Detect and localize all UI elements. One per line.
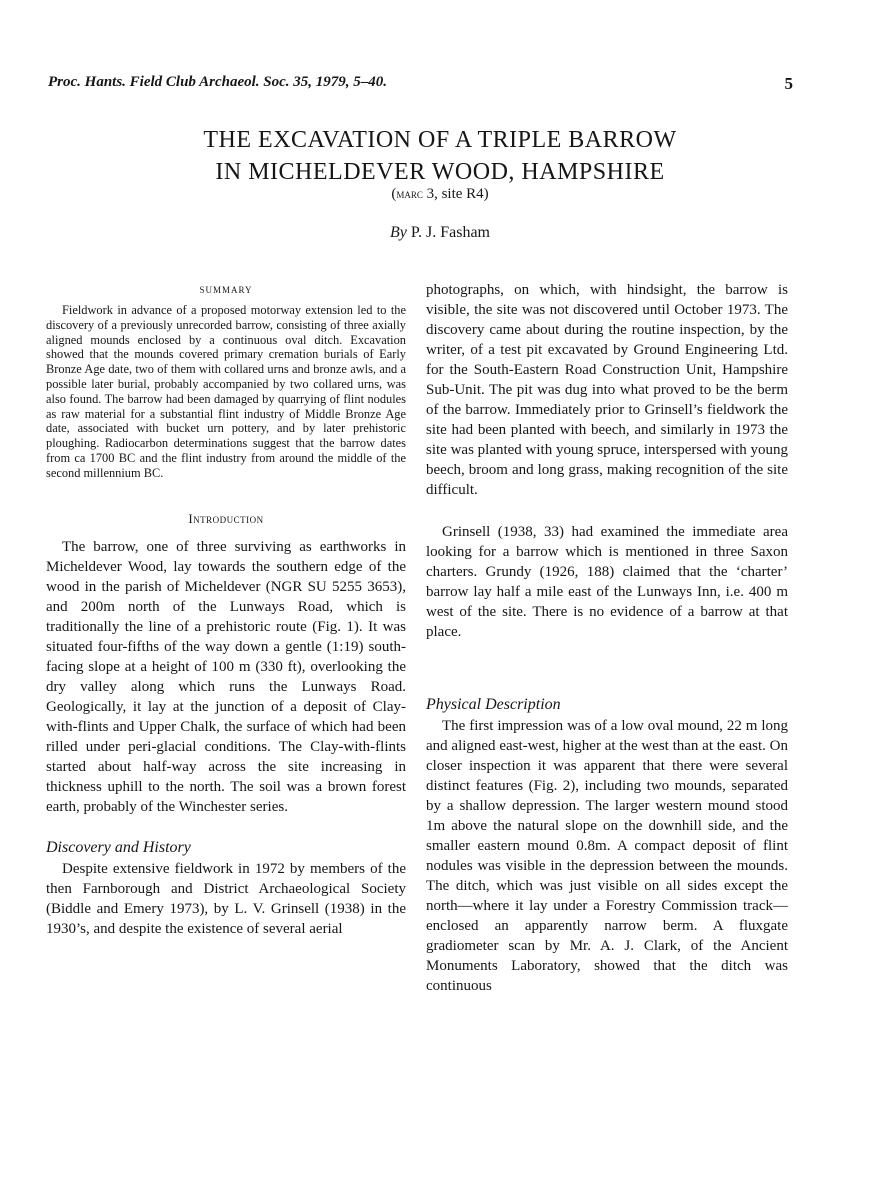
right-column <box>426 280 788 996</box>
summary-paragraph: Fieldwork in advance of a proposed motorway extension led to the discovery of a previously unrecorded barrow, consisting of three axially aligned mounds enclosed by a continuous oval ditch. Excavation showed that the mounds covered primary cremation burials of Early Bronze Age date, two of them with collared urns and bronze awls, and a possible later burial, probably accompanied by two collared urns, was also found. The barrow had been damaged by quarrying of flint nodules as raw material for a substantial flint industry of Middle Bronze Age date, associated with bucket urn pottery, and by later prehistoric ploughing. Radiocarbon determinations suggest that the barrow dates from ca 1700 BC and the flint industry from around the middle of the second millennium BC. <box>46 303 406 480</box>
title-line-1: THE EXCAVATION OF A TRIPLE BARROW <box>203 127 677 153</box>
title-line-2: IN MICHELDEVER WOOD, HAMPSHIRE <box>215 159 665 185</box>
discovery-heading: Discovery and History <box>46 838 191 856</box>
running-head <box>48 74 793 91</box>
section-gap <box>426 642 788 674</box>
author-name: P. J. Fasham <box>406 224 490 241</box>
article-subtitle <box>90 186 790 203</box>
page-number: 5 <box>784 74 793 93</box>
introduction-heading: Introduction <box>188 510 264 526</box>
introduction-paragraph: The barrow, one of three surviving as earthworks in Micheldever Wood, lay towards the southern edge of the wood in the parish of Micheldever (NGR SU 5255 3653), and 200m north of the Lunways Road, which is traditionally the line of a prehistoric route (Fig. 1). It was situated four-fifths of the way down a gentle (1:19) south-facing slope at a height of 100 m (330 ft), overlooking the dry valley along which runs the Lunways Road. Geologically, it lay at the junction of a deposit of Clay-with-flints and Upper Chalk, the surface of which had been rilled under peri-glacial conditions. The Clay-with-flints started about half-way across the site increasing in thickness uphill to the north. The soil was a brown forest earth, probably of the Winchester series. <box>46 538 406 815</box>
subtitle-rest: 3, site R4) <box>422 186 489 202</box>
grinsell-paragraph: Grinsell (1938, 33) had examined the immediate area looking for a barrow which is mentioned in three Saxon charters. Grundy (1926, 188) claimed that the ‘charter’ barrow lay half a mile east of the Lunways Inn, i.e. 400 m west of the site. There is no evidence of a barrow at that place. <box>426 524 788 640</box>
discovery-paragraph-start: Despite extensive fieldwork in 1972 by members of the then Farnborough and District Archaeological Society (Biddle and Emery 1973), by L. V. Grinsell (1938) in the 1930’s, and despite the existence of several aerial <box>46 860 406 937</box>
left-column <box>46 280 406 939</box>
paragraph-gap <box>426 500 788 522</box>
journal-citation: Proc. Hants. Field Club Archaeol. Soc. 35, 1979, 5–40. <box>48 74 388 90</box>
physical-description-heading: Physical Description <box>426 696 561 713</box>
article-title <box>90 124 790 188</box>
author-line <box>90 224 790 242</box>
subtitle-open: ( <box>391 186 397 202</box>
author-by: By <box>390 224 407 241</box>
discovery-paragraph-cont: photographs, on which, with hindsight, the barrow is visible, the site was not discovered until October 1973. The discovery came about during the routine inspection, by the writer, of a test pit excavated by Ground Engineering Ltd. for the South-Eastern Road Construction Unit, Hampshire Sub-Unit. The pit was dug into what proved to be the berm of the barrow. Immediately prior to Grinsell’s fieldwork the site had been planted with beech, and similarly in 1973 the site was planted with young spruce, interspersed with young beech, broom and long grass, making recognition of the site difficult. <box>426 282 789 498</box>
physical-description-paragraph: The first impression was of a low oval mound, 22 m long and aligned east-west, higher at the west than at the east. On closer inspection it was apparent that there were several distinct features (Fig. 2), including two mounds, separated by a shallow depression. The larger western mound stood 1m above the natural slope on the downhill side, and the smaller eastern mound 0.8m. A compact deposit of flint nodules was visible in the depression between the mounds. The ditch, which was just visible on all sides except the north—where it lay under a Forestry Commission track—enclosed an apparently narrow berm. A fluxgate gradiometer scan by Mr. A. J. Clark, of the Ancient Monuments Laboratory, showed that the ditch was continuous <box>426 718 788 994</box>
subtitle-abbr: marc <box>396 186 423 201</box>
summary-heading: SUMMARY <box>199 285 253 295</box>
